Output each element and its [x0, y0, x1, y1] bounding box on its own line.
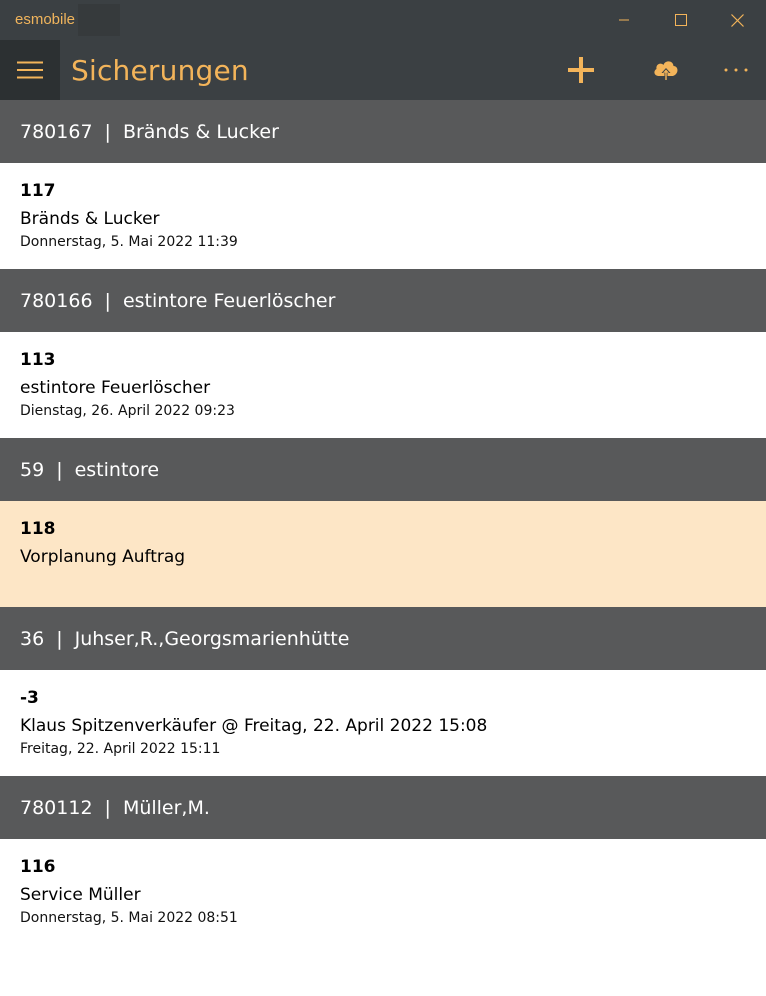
list-item[interactable]	[0, 163, 766, 269]
group-separator: |	[56, 458, 63, 481]
item-date: Donnerstag, 5. Mai 2022 08:51	[20, 910, 238, 926]
add-button[interactable]	[551, 40, 611, 100]
group-separator: |	[56, 627, 63, 650]
close-button[interactable]	[709, 0, 766, 40]
item-number: 116	[20, 857, 56, 877]
group-separator: |	[104, 289, 111, 312]
item-date: Freitag, 22. April 2022 15:11	[20, 741, 221, 757]
list-item[interactable]	[0, 332, 766, 438]
cloud-upload-icon	[653, 59, 679, 81]
item-title: Bränds & Lucker	[20, 209, 160, 229]
group-id: 780166	[20, 289, 93, 312]
page-title: Sicherungen	[71, 54, 249, 87]
app-title: esmobile	[15, 11, 76, 28]
group-separator: |	[104, 796, 111, 819]
backup-list	[0, 100, 766, 945]
item-date: Dienstag, 26. April 2022 09:23	[20, 403, 235, 419]
item-title: Vorplanung Auftrag	[20, 547, 186, 567]
plus-icon	[568, 57, 594, 83]
more-options-button[interactable]	[706, 40, 766, 100]
item-title: Klaus Spitzenverkäufer @ Freitag, 22. April 2022 15:08	[20, 716, 488, 736]
titlebar-shade	[78, 4, 120, 36]
minimize-icon	[618, 14, 630, 26]
close-icon	[731, 14, 744, 27]
group-header	[0, 269, 766, 332]
maximize-icon	[675, 14, 687, 26]
hamburger-menu-button[interactable]	[0, 40, 60, 100]
window-titlebar	[0, 0, 766, 40]
group-name: Bränds & Lucker	[122, 120, 279, 143]
group-name: estintore Feuerlöscher	[122, 289, 336, 312]
item-title: Service Müller	[20, 885, 141, 905]
group-id: 780167	[20, 120, 93, 143]
list-item-selected[interactable]	[0, 501, 766, 607]
item-number: 117	[20, 181, 56, 201]
group-header	[0, 776, 766, 839]
more-dots-icon	[724, 68, 748, 72]
minimize-button[interactable]	[595, 0, 652, 40]
group-id: 36	[20, 627, 45, 650]
item-number: -3	[20, 688, 39, 708]
hamburger-menu-icon	[17, 61, 43, 79]
group-header	[0, 438, 766, 501]
group-name: estintore	[74, 458, 160, 481]
list-item[interactable]	[0, 839, 766, 945]
maximize-button[interactable]	[652, 0, 709, 40]
item-date	[20, 571, 766, 589]
item-date: Donnerstag, 5. Mai 2022 11:39	[20, 234, 238, 250]
cloud-upload-button[interactable]	[636, 40, 696, 100]
group-header	[0, 607, 766, 670]
list-item[interactable]	[0, 670, 766, 776]
item-title: estintore Feuerlöscher	[20, 378, 211, 398]
group-id: 780112	[20, 796, 93, 819]
group-name: Juhser,R.,Georgsmarienhütte	[74, 627, 350, 650]
group-separator: |	[104, 120, 111, 143]
group-header	[0, 100, 766, 163]
item-number: 113	[20, 350, 56, 370]
app-bar	[0, 40, 766, 100]
group-id: 59	[20, 458, 45, 481]
item-number: 118	[20, 519, 56, 539]
group-name: Müller,M.	[122, 796, 210, 819]
